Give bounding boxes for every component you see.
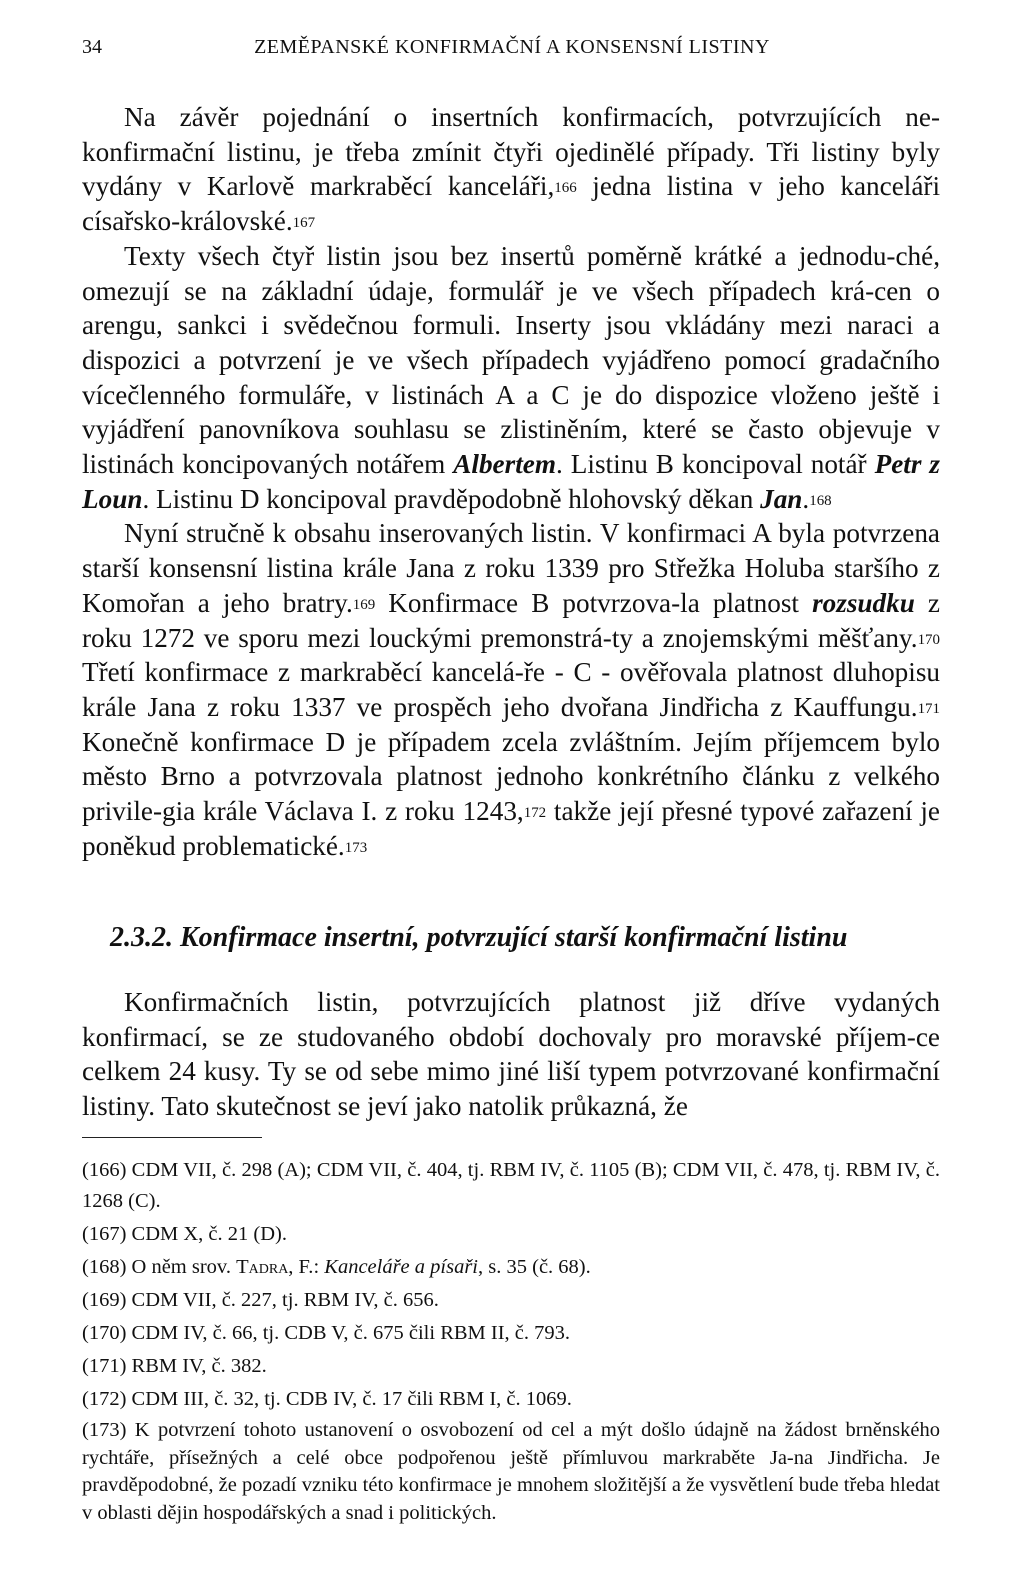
- footnote-text: CDM X, č. 21 (D).: [126, 1223, 287, 1245]
- footnote-text: , s. 35 (č. 68).: [478, 1256, 591, 1278]
- footnote-ref: 169: [352, 596, 376, 613]
- footnote-text: :: [313, 1256, 325, 1278]
- footnote-author: Tadra, F.: [236, 1256, 314, 1278]
- footnote-ref: 172: [523, 805, 547, 822]
- text-span: Konfirmace B potvrzova-la platnost: [375, 587, 813, 618]
- footnote-text: CDM VII, č. 298 (A); CDM VII, č. 404, tj. RBM IV, č. 1105 (B); CDM VII, č. 478, tj. RBM IV, č. 1268 (C).: [82, 1159, 940, 1212]
- text-span: takže její přesné typové zařazení je poněkud problematické.: [82, 796, 940, 861]
- paragraph-2: [82, 239, 940, 517]
- text-span: Nyní stručně k obsahu inserovaných listin. V konfirmaci A byla potvrzena starší konsensní listina krále Jana z roku 1339 pro Střežka Holuba staršího z Komořan a jeho bratry.: [82, 518, 940, 618]
- footnote-167: [82, 1219, 940, 1250]
- main-text: [82, 100, 940, 863]
- person-name: Petr z Loun: [82, 449, 940, 514]
- text-span: .: [802, 483, 810, 514]
- footnote-ref: 171: [917, 700, 940, 717]
- section-heading: 2.3.2. Konfirmace insertní, potvrzující starší konfirmační listinu: [110, 922, 848, 953]
- text-span: Na závěr pojednání o insertních konfirmacích, potvrzujících ne-konfirmační listinu, je třeba zmínit čtyři ojedinělé případy. Tři listiny byly vydány v Karlově markraběcí kanceláři,: [82, 102, 940, 202]
- footnote-divider: [82, 1137, 262, 1138]
- footnote-text: RBM IV, č. 382.: [126, 1355, 267, 1377]
- footnote-number: (168): [82, 1256, 127, 1278]
- text-span: . Listinu B koncipoval notář: [555, 449, 875, 480]
- footnote-166: [82, 1155, 940, 1217]
- footnote-173: [82, 1417, 940, 1527]
- footnote-text: K potvrzení tohoto ustanovení o osvobození od cel a mýt došlo údajně na žádost brněnského rychtáře, přísežných a celé obce podpořenou ještě přímluvou markraběte Ja-na Jindřicha. Je pravděpodobné, že pozadí vzniku této konfirmace je mnohem složitější a že vysvětlení bude třeba hledat v oblasti dějin hospodářských a snad i politických.: [82, 1419, 940, 1524]
- text-span: Konečně konfirmace D je případem zcela zvláštním. Jejím příjemcem bylo město Brno a potvrzovala platnost jednoho konkrétního článku z velkého privile-gia krále Václava I. z roku 1243,: [82, 726, 940, 827]
- footnote-number: (167): [82, 1223, 127, 1245]
- page-number: 34: [82, 36, 102, 58]
- footnote-168: [82, 1252, 940, 1283]
- paragraph-1: [82, 100, 940, 239]
- footnote-text: CDM III, č. 32, tj. CDB IV, č. 17 čili RBM I, č. 1069.: [126, 1388, 572, 1410]
- text-span: Texty všech čtyř listin jsou bez insertů poměrně krátké a jednodu-ché, omezují se na základní údaje, formulář je ve všech případech krá-cen o arengu, sankci i svědečnou formuli. Inserty jsou vkládány mezi naraci a dispozici a potvrzení je ve všech případech vyjádřeno pomocí gradačního vícečlenného formuláře, v listinách A a C je do dispozice vloženo ještě i vyjádření panovníkova souhlasu se zlistiněním, které se často objevuje v listinách koncipovaných notářem: [82, 240, 940, 480]
- footnote-text: CDM VII, č. 227, tj. RBM IV, č. 656.: [126, 1289, 439, 1311]
- footnote-ref: 167: [292, 215, 316, 232]
- text-span: . Listinu D koncipoval pravděpodobně hlohovský děkan: [142, 483, 761, 514]
- footnote-number: (170): [82, 1322, 127, 1344]
- paragraph-3: [82, 516, 940, 863]
- text-span: z roku 1272 ve sporu mezi louckými premonstrá-ty a znojemskými měšťany.: [82, 587, 940, 653]
- footnote-172: [82, 1384, 940, 1415]
- person-name: Jan: [760, 483, 803, 514]
- footnote-ref: 168: [809, 492, 832, 509]
- footnote-ref: 173: [344, 839, 368, 856]
- footnote-169: [82, 1285, 940, 1316]
- page-header: [82, 36, 942, 66]
- footnote-text: O něm srov.: [126, 1256, 237, 1278]
- text-span: jedna listina v jeho kanceláři císařsko-královské.: [82, 171, 940, 237]
- footnote-number: (169): [82, 1289, 127, 1311]
- footnote-work-title: Kanceláře a písaři: [324, 1256, 479, 1278]
- footnote-number: (166): [82, 1159, 127, 1181]
- footnote-171: [82, 1351, 940, 1382]
- footnote-ref: 170: [917, 631, 940, 648]
- text-span: Třetí konfirmace z markraběcí kancelá-ře - C - ověřovala platnost dluhopisu krále Jana z roku 1337 ve prospěch jeho dvořana Jindřicha z Kauffungu.: [82, 657, 940, 722]
- footnote-text: CDM IV, č. 66, tj. CDB V, č. 675 čili RBM II, č. 793.: [126, 1322, 571, 1344]
- running-title: ZEMĚPANSKÉ KONFIRMAČNÍ A KONSENSNÍ LISTINY: [254, 36, 770, 58]
- footnote-170: [82, 1318, 940, 1349]
- person-name: Albertem: [453, 449, 556, 480]
- footnote-number: (173): [82, 1419, 127, 1441]
- footnotes: [82, 1155, 940, 1529]
- section-paragraph: Konfirmačních listin, potvrzujících platnost již dříve vydaných konfirmací, se ze studovaného období dochovaly pro moravské příjem-ce celkem 24 kusy. Ty se od sebe mimo jiné liší typem potvrzované konfirmační listiny. Tato skutečnost se jeví jako natolik průkazná, že: [82, 987, 940, 1122]
- section-text: [82, 985, 940, 1124]
- footnote-number: (172): [82, 1388, 127, 1410]
- footnote-ref: 166: [554, 180, 577, 197]
- footnote-number: (171): [82, 1355, 127, 1377]
- emphasis: rozsudku: [812, 587, 915, 618]
